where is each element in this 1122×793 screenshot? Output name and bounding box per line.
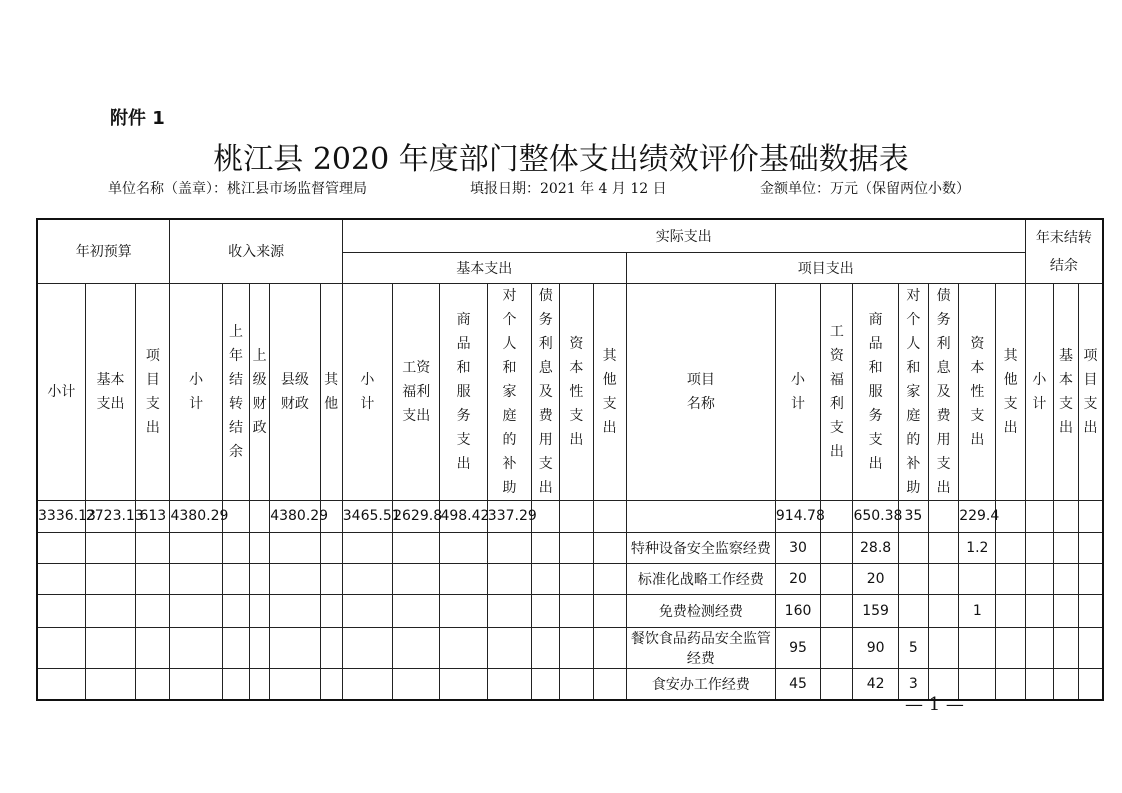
table-cell [1025, 627, 1053, 668]
col-header-a-other: 其 他 支 出 [593, 283, 626, 500]
table-cell [250, 563, 270, 594]
col-header-p-capital: 资 本 性 支 出 [959, 283, 996, 500]
table-cell [1079, 594, 1103, 627]
data-table [36, 218, 1104, 701]
table-cell [1025, 532, 1053, 563]
col-header-i-sub: 小 计 [170, 283, 222, 500]
table-cell [560, 668, 593, 700]
table-cell [1025, 563, 1053, 594]
col-header-b-sub: 小计 [37, 283, 85, 500]
table-cell [532, 627, 560, 668]
table-cell [560, 563, 593, 594]
table-cell [440, 668, 487, 700]
col-header-a-capital: 资 本 性 支 出 [560, 283, 593, 500]
table-cell [1053, 627, 1078, 668]
table-cell [222, 668, 249, 700]
table-cell: 914.78 [775, 500, 820, 532]
col-header-y-basic: 基 本 支 出 [1053, 283, 1078, 500]
table-cell [1079, 563, 1103, 594]
col-header-i-county: 县级 财政 [270, 283, 320, 500]
table-cell [560, 532, 593, 563]
table-cell [821, 594, 853, 627]
table-cell [320, 532, 342, 563]
table-cell: 42 [853, 668, 898, 700]
col-header-p-personal: 对 个 人 和 家 庭 的 补 助 [898, 283, 928, 500]
col-header-y-sub: 小 计 [1025, 283, 1053, 500]
table-cell [170, 532, 222, 563]
project-name-cell: 特种设备安全监察经费 [626, 532, 775, 563]
table-cell: 2723.13 [85, 500, 135, 532]
table-cell: 498.42 [440, 500, 487, 532]
table-cell [85, 627, 135, 668]
col-header-p-sub: 小 计 [775, 283, 820, 500]
table-cell [821, 627, 853, 668]
col-header-i-other: 其 他 [320, 283, 342, 500]
project-name-cell: 标准化战略工作经费 [626, 563, 775, 594]
table-cell: 20 [775, 563, 820, 594]
table-cell [170, 563, 222, 594]
table-cell [959, 668, 996, 700]
col-header-p-salary: 工 资 福 利 支 出 [821, 283, 853, 500]
table-cell [270, 668, 320, 700]
table-cell [898, 532, 928, 563]
table-row [37, 594, 1103, 627]
table-cell [342, 668, 392, 700]
table-cell [320, 563, 342, 594]
table-cell [37, 627, 85, 668]
table-cell [996, 532, 1025, 563]
table-cell [1053, 532, 1078, 563]
table-cell [393, 563, 440, 594]
table-cell [250, 627, 270, 668]
col-header-b-basic: 基本 支出 [85, 283, 135, 500]
page-title: 桃江县 2020 年度部门整体支出绩效评价基础数据表 [213, 142, 909, 177]
table-cell [170, 627, 222, 668]
table-cell [342, 532, 392, 563]
table-cell [342, 627, 392, 668]
table-cell [270, 627, 320, 668]
table-cell [37, 668, 85, 700]
table-cell: 20 [853, 563, 898, 594]
table-cell [593, 627, 626, 668]
table-cell: 2629.8 [393, 500, 440, 532]
table-cell [1079, 500, 1103, 532]
table-cell [928, 594, 958, 627]
table-cell [593, 500, 626, 532]
table-cell [222, 594, 249, 627]
project-name-cell: 免费检测经费 [626, 594, 775, 627]
table-cell [270, 563, 320, 594]
table-cell [320, 594, 342, 627]
table-cell [593, 563, 626, 594]
table-cell [560, 500, 593, 532]
header-project: 项目支出 [626, 252, 1025, 283]
table-cell [342, 594, 392, 627]
table-cell: 3465.51 [342, 500, 392, 532]
table-cell [37, 594, 85, 627]
table-cell [136, 668, 170, 700]
table-cell [532, 594, 560, 627]
table-cell [928, 500, 958, 532]
header-basic: 基本支出 [342, 252, 626, 283]
table-cell [85, 668, 135, 700]
table-cell [487, 668, 531, 700]
table-cell: 650.38 [853, 500, 898, 532]
table-cell: 613 [136, 500, 170, 532]
table-cell [898, 594, 928, 627]
table-cell [1025, 668, 1053, 700]
table-cell: 45 [775, 668, 820, 700]
table-cell [270, 594, 320, 627]
table-cell [1025, 594, 1053, 627]
table-cell [821, 668, 853, 700]
table-cell: 160 [775, 594, 820, 627]
table-cell [593, 668, 626, 700]
table-cell [1053, 563, 1078, 594]
table-cell [560, 594, 593, 627]
table-cell [487, 627, 531, 668]
table-cell [996, 563, 1025, 594]
currency-unit: 金额单位：万元（保留两位小数） [760, 181, 970, 197]
table-cell [270, 532, 320, 563]
table-cell [222, 563, 249, 594]
table-cell [170, 594, 222, 627]
col-header-b-proj: 项 目 支 出 [136, 283, 170, 500]
table-cell: 35 [898, 500, 928, 532]
table-cell: 5 [898, 627, 928, 668]
table-cell [136, 532, 170, 563]
table-cell [821, 532, 853, 563]
table-cell [170, 668, 222, 700]
table-cell [1053, 668, 1078, 700]
col-header-a-goods: 商 品 和 服 务 支 出 [440, 283, 487, 500]
table-cell [250, 532, 270, 563]
table-cell [393, 627, 440, 668]
table-cell [928, 563, 958, 594]
attachment-label: 附件 1 [110, 108, 165, 129]
table-cell [996, 668, 1025, 700]
table-cell [1053, 594, 1078, 627]
table-cell [222, 627, 249, 668]
table-cell [821, 500, 853, 532]
table-cell [440, 532, 487, 563]
table-cell: 229.4 [959, 500, 996, 532]
table-cell [959, 563, 996, 594]
table-cell [532, 563, 560, 594]
table-cell [342, 563, 392, 594]
table-cell [85, 532, 135, 563]
table-cell: 159 [853, 594, 898, 627]
header-year-end-line1: 年末结转 [1035, 230, 1092, 247]
table-cell [959, 627, 996, 668]
table-cell [996, 500, 1025, 532]
table-cell [487, 594, 531, 627]
col-header-i-prev: 上 年 结 转 结 余 [222, 283, 249, 500]
table-cell [320, 668, 342, 700]
unit-name: 单位名称（盖章）：桃江县市场监督管理局 [108, 181, 367, 197]
project-name-cell: 餐饮食品药品安全监管经费 [626, 627, 775, 668]
table-cell [1053, 500, 1078, 532]
col-header-a-salary: 工资 福利 支出 [393, 283, 440, 500]
table-cell [393, 668, 440, 700]
table-cell: 95 [775, 627, 820, 668]
header-year-end [1025, 219, 1103, 283]
table-cell [440, 563, 487, 594]
header-income: 收入来源 [170, 219, 342, 283]
table-cell [85, 594, 135, 627]
table-cell [1079, 668, 1103, 700]
table-row [37, 627, 1103, 668]
table-row [37, 500, 1103, 532]
header-actual: 实际支出 [342, 219, 1025, 252]
table-cell: 337.29 [487, 500, 531, 532]
col-header-i-upper: 上 级 财 政 [250, 283, 270, 500]
table-cell [593, 532, 626, 563]
table-cell [898, 563, 928, 594]
table-cell: 4380.29 [270, 500, 320, 532]
table-cell [532, 532, 560, 563]
table-cell [440, 594, 487, 627]
table-cell [996, 627, 1025, 668]
table-cell [440, 627, 487, 668]
table-cell [532, 668, 560, 700]
header-budget: 年初预算 [37, 219, 170, 283]
table-cell [136, 627, 170, 668]
table-cell [136, 563, 170, 594]
table-cell [1079, 627, 1103, 668]
col-header-y-proj: 项 目 支 出 [1079, 283, 1103, 500]
table-cell [560, 627, 593, 668]
table-cell [250, 668, 270, 700]
table-cell [487, 563, 531, 594]
table-cell [222, 532, 249, 563]
col-header-p-name: 项目 名称 [626, 283, 775, 500]
col-header-p-debt: 债 务 利 息 及 费 用 支 出 [928, 283, 958, 500]
table-cell [1079, 532, 1103, 563]
table-cell [320, 627, 342, 668]
table-row [37, 563, 1103, 594]
table-cell [1025, 500, 1053, 532]
table-cell: 3336.13 [37, 500, 85, 532]
table-cell [996, 594, 1025, 627]
table-cell [85, 563, 135, 594]
table-cell [250, 500, 270, 532]
table-cell [136, 594, 170, 627]
table-cell [487, 532, 531, 563]
col-header-a-debt: 债 务 利 息 及 费 用 支 出 [532, 283, 560, 500]
page-number: — 1 — [905, 694, 964, 715]
header-year-end-line2: 结余 [1049, 258, 1078, 275]
table-cell: 1.2 [959, 532, 996, 563]
table-cell: 4380.29 [170, 500, 222, 532]
table-cell [821, 563, 853, 594]
table-cell [593, 594, 626, 627]
table-cell: 28.8 [853, 532, 898, 563]
table-cell [250, 594, 270, 627]
project-name-cell [626, 500, 775, 532]
table-cell: 3 [898, 668, 928, 700]
col-header-a-sub: 小 计 [342, 283, 392, 500]
table-cell [928, 627, 958, 668]
table-cell: 1 [959, 594, 996, 627]
project-name-cell: 食安办工作经费 [626, 668, 775, 700]
table-row [37, 532, 1103, 563]
table-cell: 90 [853, 627, 898, 668]
col-header-a-personal: 对 个 人 和 家 庭 的 补 助 [487, 283, 531, 500]
table-cell [393, 594, 440, 627]
table-cell [37, 563, 85, 594]
table-cell [393, 532, 440, 563]
table-cell: 30 [775, 532, 820, 563]
column-header-row [37, 283, 1103, 500]
fill-date: 填报日期：2021 年 4 月 12 日 [470, 181, 667, 197]
col-header-p-other: 其 他 支 出 [996, 283, 1025, 500]
col-header-p-goods: 商 品 和 服 务 支 出 [853, 283, 898, 500]
table-cell [37, 532, 85, 563]
table-cell [928, 532, 958, 563]
